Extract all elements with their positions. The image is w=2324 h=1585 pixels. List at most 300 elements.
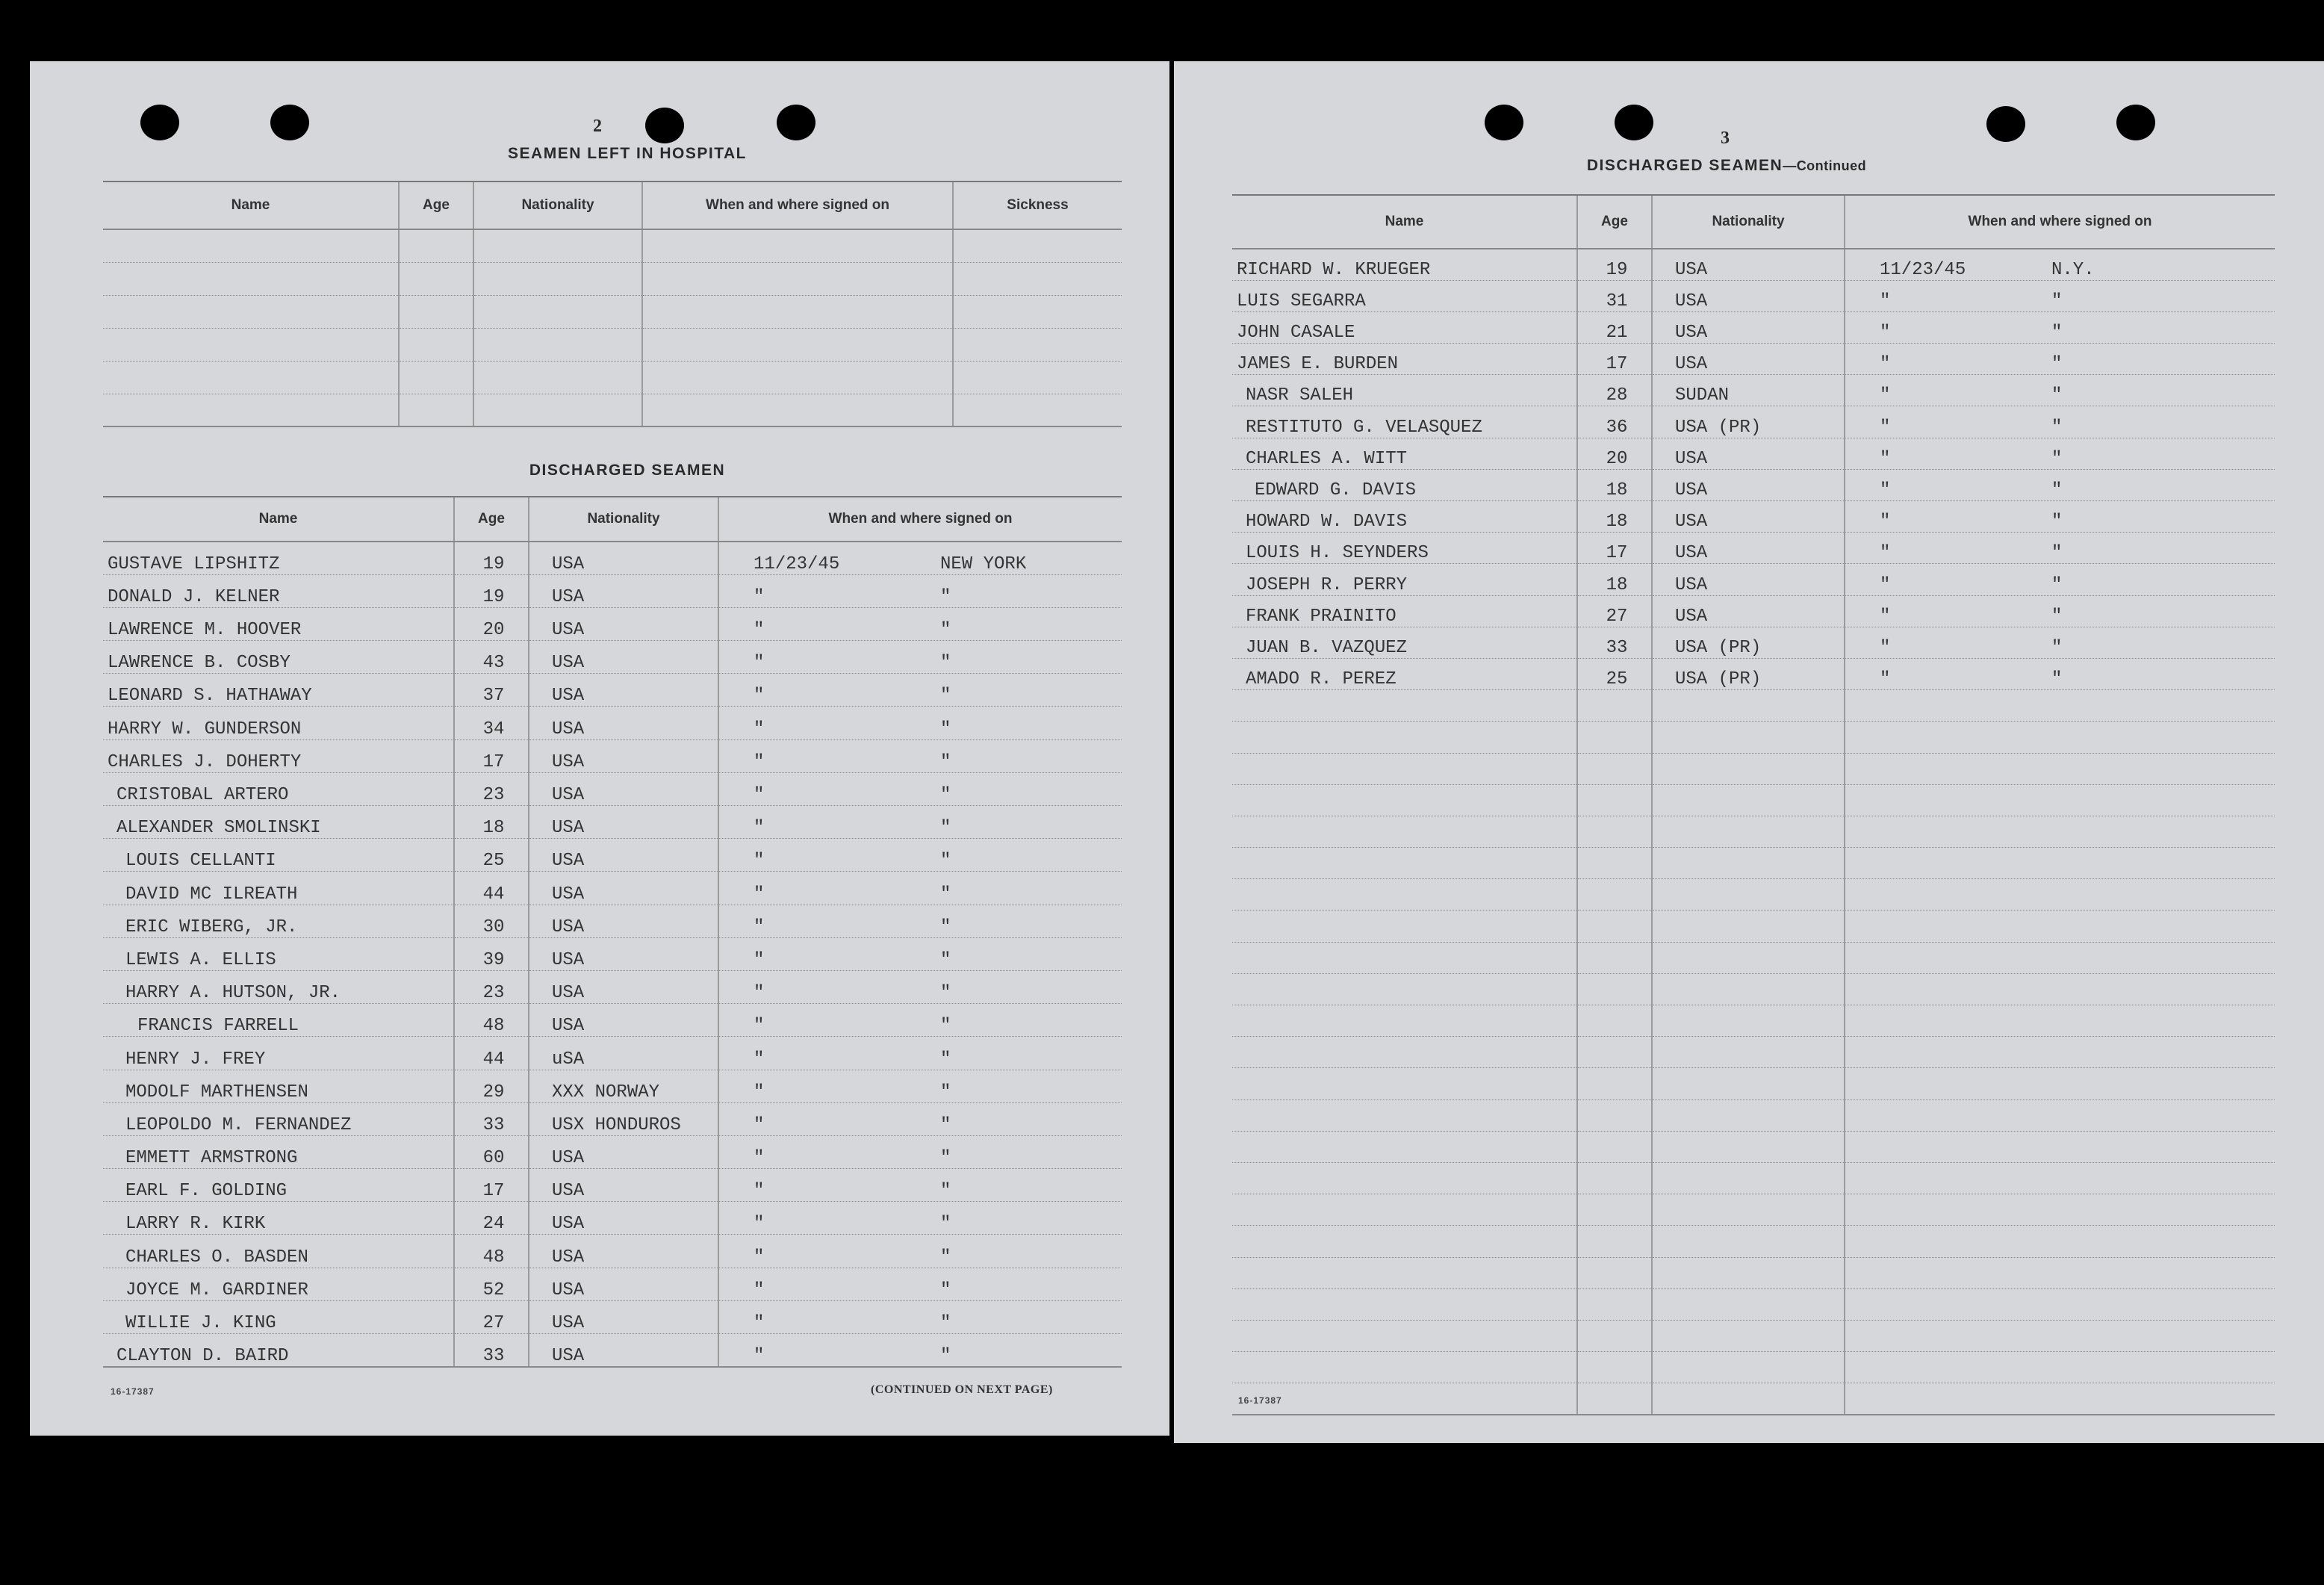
name-cell bbox=[103, 394, 399, 427]
section-title-text: DISCHARGED SEAMEN bbox=[1586, 157, 1783, 174]
seaman-age: 37 bbox=[454, 674, 529, 707]
seaman-age bbox=[1577, 784, 1652, 816]
signed-on-date: 11/23/45 bbox=[754, 553, 840, 574]
signed-on-date: " bbox=[754, 1049, 765, 1070]
table-row bbox=[1232, 1257, 2275, 1288]
seaman-name bbox=[1232, 753, 1577, 784]
seaman-age bbox=[1577, 1162, 1652, 1194]
table-row bbox=[103, 970, 1122, 1003]
seaman-nationality: XXX NORWAY bbox=[529, 1070, 718, 1102]
seaman-name: JAMES E. BURDEN bbox=[1232, 344, 1577, 375]
signed-on-cell bbox=[718, 542, 1122, 574]
seaman-age bbox=[1577, 1352, 1652, 1383]
table-row bbox=[1232, 1226, 2275, 1257]
binder-hole bbox=[2116, 105, 2155, 140]
signed-on-date: 11/23/45 bbox=[1880, 259, 1966, 280]
seaman-nationality: USA bbox=[1652, 533, 1845, 564]
signed-on-place: " bbox=[2051, 385, 2063, 406]
seaman-nationality: USA bbox=[529, 607, 718, 640]
seaman-age: 34 bbox=[454, 707, 529, 739]
signed-on-place: " bbox=[940, 1247, 951, 1268]
sickness-cell bbox=[953, 394, 1122, 427]
sickness-cell bbox=[953, 295, 1122, 328]
signed-on-cell bbox=[1845, 1257, 2275, 1288]
signed-on-cell bbox=[718, 905, 1122, 937]
discharged-section-title: DISCHARGED SEAMEN bbox=[529, 462, 726, 479]
seaman-name: LOUIS CELLANTI bbox=[103, 839, 454, 872]
seaman-age bbox=[1577, 1099, 1652, 1131]
seaman-age bbox=[1577, 1320, 1652, 1351]
seaman-nationality: USA bbox=[1652, 344, 1845, 375]
seaman-name: JOYCE M. GARDINER bbox=[103, 1268, 454, 1300]
seaman-nationality: USA bbox=[529, 970, 718, 1003]
seaman-nationality: USX HONDUROS bbox=[529, 1102, 718, 1135]
signed-on-date: " bbox=[754, 586, 765, 607]
hospital-section-title: SEAMEN LEFT IN HOSPITAL bbox=[508, 145, 747, 162]
seaman-nationality bbox=[1652, 784, 1845, 816]
signed-on-place: " bbox=[940, 1114, 951, 1135]
seaman-nationality bbox=[1652, 1099, 1845, 1131]
seaman-age bbox=[1577, 1288, 1652, 1320]
seaman-nationality bbox=[1652, 1131, 1845, 1162]
seaman-nationality: USA bbox=[1652, 595, 1845, 627]
signed-on-date: " bbox=[1880, 448, 1891, 469]
signed-on-date: " bbox=[754, 1214, 765, 1235]
seaman-name bbox=[1232, 1131, 1577, 1162]
signed-on-place: " bbox=[2051, 512, 2063, 533]
nationality-cell bbox=[473, 361, 642, 394]
table-row bbox=[103, 1102, 1122, 1135]
column-header-age: Age bbox=[1577, 195, 1652, 249]
table-row bbox=[1232, 1037, 2275, 1068]
signed-on-cell bbox=[718, 674, 1122, 707]
discharged-continued-title bbox=[1503, 157, 1951, 175]
signed-on-place: " bbox=[940, 1049, 951, 1070]
signed-on-place: " bbox=[940, 719, 951, 739]
name-cell bbox=[103, 361, 399, 394]
seaman-name bbox=[1232, 1352, 1577, 1383]
signed-on-cell bbox=[1845, 973, 2275, 1005]
signed-on-cell bbox=[718, 641, 1122, 674]
signed-on-cell bbox=[1845, 942, 2275, 973]
seaman-name bbox=[1232, 1288, 1577, 1320]
signed-on-cell bbox=[1845, 784, 2275, 816]
seaman-nationality bbox=[1652, 1068, 1845, 1099]
seaman-nationality: USA bbox=[529, 1334, 718, 1367]
seaman-age: 44 bbox=[454, 1037, 529, 1070]
seaman-name: HARRY W. GUNDERSON bbox=[103, 707, 454, 739]
signed-on-cell bbox=[642, 328, 953, 361]
seaman-nationality bbox=[1652, 1037, 1845, 1068]
signed-on-cell bbox=[718, 1135, 1122, 1168]
seaman-nationality: USA bbox=[1652, 249, 1845, 280]
signed-on-cell bbox=[1845, 280, 2275, 311]
seaman-age bbox=[1577, 1226, 1652, 1257]
sickness-cell bbox=[953, 361, 1122, 394]
table-row bbox=[1232, 1352, 2275, 1383]
signed-on-place: " bbox=[2051, 354, 2063, 375]
seaman-nationality: USA bbox=[1652, 311, 1845, 343]
seaman-name: LEONARD S. HATHAWAY bbox=[103, 674, 454, 707]
section-title-suffix: —Continued bbox=[1783, 158, 1867, 173]
binder-hole bbox=[645, 108, 684, 143]
table-row bbox=[1232, 1320, 2275, 1351]
table-row bbox=[1232, 942, 2275, 973]
signed-on-place: " bbox=[940, 586, 951, 607]
table-row bbox=[103, 1334, 1122, 1367]
seaman-age: 39 bbox=[454, 937, 529, 970]
signed-on-place: " bbox=[940, 1214, 951, 1235]
sickness-cell bbox=[953, 262, 1122, 295]
column-header-age: Age bbox=[454, 497, 529, 542]
signed-on-date: " bbox=[754, 653, 765, 674]
seaman-name: WILLIE J. KING bbox=[103, 1300, 454, 1333]
signed-on-date: " bbox=[754, 620, 765, 641]
seaman-name: FRANCIS FARRELL bbox=[103, 1004, 454, 1037]
seaman-nationality: SUDAN bbox=[1652, 375, 1845, 406]
seaman-age: 20 bbox=[454, 607, 529, 640]
signed-on-date: " bbox=[754, 1313, 765, 1333]
age-cell bbox=[399, 229, 473, 262]
signed-on-cell bbox=[1845, 564, 2275, 595]
signed-on-cell bbox=[718, 1004, 1122, 1037]
seaman-name bbox=[1232, 816, 1577, 847]
table-row bbox=[1232, 1099, 2275, 1131]
seaman-nationality: USA (PR) bbox=[1652, 658, 1845, 689]
column-header-sickness: Sickness bbox=[953, 182, 1122, 229]
signed-on-place: " bbox=[940, 1345, 951, 1366]
signed-on-cell bbox=[1845, 1226, 2275, 1257]
table-row bbox=[1232, 595, 2275, 627]
nationality-cell bbox=[473, 295, 642, 328]
seaman-age: 17 bbox=[454, 739, 529, 772]
seaman-nationality bbox=[1652, 942, 1845, 973]
signed-on-place: " bbox=[940, 686, 951, 707]
signed-on-cell bbox=[1845, 1068, 2275, 1099]
table-row bbox=[1232, 753, 2275, 784]
seaman-nationality: USA bbox=[529, 1004, 718, 1037]
signed-on-cell bbox=[1845, 879, 2275, 911]
signed-on-cell bbox=[718, 970, 1122, 1003]
binder-hole bbox=[777, 105, 815, 140]
age-cell bbox=[399, 361, 473, 394]
seaman-name: LEOPOLDO M. FERNANDEZ bbox=[103, 1102, 454, 1135]
seaman-name bbox=[1232, 1005, 1577, 1037]
table-row bbox=[1232, 1383, 2275, 1415]
discharged-seamen-table bbox=[103, 496, 1122, 1368]
age-cell bbox=[399, 394, 473, 427]
signed-on-cell bbox=[642, 394, 953, 427]
table-row bbox=[103, 872, 1122, 905]
signed-on-place: " bbox=[940, 818, 951, 839]
seaman-age: 48 bbox=[454, 1004, 529, 1037]
signed-on-cell bbox=[718, 1268, 1122, 1300]
signed-on-place: " bbox=[2051, 669, 2063, 690]
signed-on-cell bbox=[718, 1102, 1122, 1135]
seaman-nationality bbox=[1652, 1194, 1845, 1226]
signed-on-place: " bbox=[940, 916, 951, 937]
continued-note: (CONTINUED ON NEXT PAGE) bbox=[871, 1383, 1053, 1396]
table-row bbox=[103, 574, 1122, 607]
seaman-nationality bbox=[1652, 1288, 1845, 1320]
signed-on-place: " bbox=[2051, 323, 2063, 344]
table-row bbox=[1232, 501, 2275, 533]
column-header-nationality: Nationality bbox=[529, 497, 718, 542]
signed-on-date: " bbox=[1880, 669, 1891, 690]
signed-on-date: " bbox=[754, 818, 765, 839]
seaman-name bbox=[1232, 879, 1577, 911]
seaman-nationality: USA bbox=[529, 707, 718, 739]
seaman-age: 25 bbox=[454, 839, 529, 872]
seaman-nationality bbox=[1652, 879, 1845, 911]
table-row bbox=[103, 739, 1122, 772]
table-row bbox=[1232, 375, 2275, 406]
signed-on-cell bbox=[1845, 1162, 2275, 1194]
seaman-name: DONALD J. KELNER bbox=[103, 574, 454, 607]
seaman-nationality: USA bbox=[1652, 438, 1845, 469]
left-page bbox=[30, 61, 1169, 1436]
signed-on-cell bbox=[1845, 501, 2275, 533]
seaman-age: 24 bbox=[454, 1202, 529, 1235]
seaman-age bbox=[1577, 816, 1652, 847]
table-row bbox=[1232, 1068, 2275, 1099]
seaman-age: 27 bbox=[1577, 595, 1652, 627]
seaman-nationality: USA bbox=[529, 937, 718, 970]
seaman-age: 33 bbox=[454, 1334, 529, 1367]
table-row bbox=[1232, 879, 2275, 911]
signed-on-place: " bbox=[940, 983, 951, 1004]
seaman-name: EDWARD G. DAVIS bbox=[1232, 469, 1577, 500]
binder-hole bbox=[1986, 106, 2025, 142]
column-header-signed-on: When and where signed on bbox=[1845, 195, 2275, 249]
signed-on-date: " bbox=[754, 1148, 765, 1169]
signed-on-place: " bbox=[940, 851, 951, 872]
table-row bbox=[103, 1300, 1122, 1333]
table-row bbox=[1232, 722, 2275, 753]
seaman-nationality bbox=[1652, 690, 1845, 722]
table-row bbox=[103, 674, 1122, 707]
table-row bbox=[103, 839, 1122, 872]
table-row bbox=[1232, 311, 2275, 343]
seaman-nationality bbox=[1652, 1005, 1845, 1037]
signed-on-date: " bbox=[1880, 480, 1891, 500]
table-row bbox=[1232, 1288, 2275, 1320]
signed-on-place: N.Y. bbox=[2051, 259, 2095, 280]
signed-on-place: " bbox=[940, 884, 951, 905]
seaman-age bbox=[1577, 753, 1652, 784]
binder-hole bbox=[140, 105, 179, 140]
table-row bbox=[1232, 564, 2275, 595]
seaman-nationality: USA bbox=[529, 772, 718, 805]
signed-on-cell bbox=[1845, 1288, 2275, 1320]
table-row bbox=[103, 295, 1122, 328]
binder-hole bbox=[1485, 105, 1523, 140]
table-row bbox=[1232, 627, 2275, 658]
seaman-age bbox=[1577, 1037, 1652, 1068]
signed-on-date: " bbox=[1880, 543, 1891, 564]
signed-on-cell bbox=[1845, 658, 2275, 689]
seaman-age: 27 bbox=[454, 1300, 529, 1333]
signed-on-place: " bbox=[2051, 543, 2063, 564]
seaman-age: 60 bbox=[454, 1135, 529, 1168]
signed-on-place: " bbox=[940, 620, 951, 641]
seaman-age: 28 bbox=[1577, 375, 1652, 406]
signed-on-date: " bbox=[754, 1114, 765, 1135]
seaman-name bbox=[1232, 911, 1577, 942]
signed-on-cell bbox=[718, 607, 1122, 640]
signed-on-place: " bbox=[2051, 606, 2063, 627]
seaman-nationality: USA (PR) bbox=[1652, 406, 1845, 438]
seaman-nationality: USA bbox=[1652, 280, 1845, 311]
signed-on-date: " bbox=[754, 719, 765, 739]
seaman-name: LEWIS A. ELLIS bbox=[103, 937, 454, 970]
seaman-nationality: USA bbox=[529, 739, 718, 772]
signed-on-cell bbox=[718, 806, 1122, 839]
signed-on-cell bbox=[1845, 690, 2275, 722]
signed-on-cell bbox=[1845, 1099, 2275, 1131]
signed-on-place: " bbox=[940, 1280, 951, 1300]
column-header-name: Name bbox=[103, 182, 399, 229]
table-row bbox=[103, 1169, 1122, 1202]
seaman-age bbox=[1577, 973, 1652, 1005]
table-row bbox=[103, 1268, 1122, 1300]
signed-on-cell bbox=[642, 361, 953, 394]
signed-on-place: " bbox=[2051, 448, 2063, 469]
seaman-nationality: USA bbox=[1652, 501, 1845, 533]
signed-on-cell bbox=[642, 229, 953, 262]
signed-on-place: " bbox=[2051, 291, 2063, 311]
seaman-age: 19 bbox=[454, 574, 529, 607]
seaman-nationality bbox=[1652, 1162, 1845, 1194]
table-row bbox=[1232, 816, 2275, 847]
seaman-age: 43 bbox=[454, 641, 529, 674]
seaman-name bbox=[1232, 1383, 1577, 1415]
signed-on-place: " bbox=[940, 653, 951, 674]
signed-on-place: " bbox=[2051, 480, 2063, 500]
table-row bbox=[103, 1135, 1122, 1168]
table-row bbox=[103, 229, 1122, 262]
seaman-age bbox=[1577, 1005, 1652, 1037]
signed-on-cell bbox=[1845, 469, 2275, 500]
seaman-name: LUIS SEGARRA bbox=[1232, 280, 1577, 311]
signed-on-cell bbox=[718, 872, 1122, 905]
page-number: 2 bbox=[593, 117, 602, 136]
signed-on-cell bbox=[718, 1334, 1122, 1367]
table-row bbox=[103, 772, 1122, 805]
seaman-name: DAVID MC ILREATH bbox=[103, 872, 454, 905]
table-row bbox=[103, 806, 1122, 839]
table-row bbox=[1232, 438, 2275, 469]
signed-on-cell bbox=[1845, 438, 2275, 469]
seaman-nationality bbox=[1652, 848, 1845, 879]
table-row bbox=[103, 262, 1122, 295]
column-header-signed-on: When and where signed on bbox=[718, 497, 1122, 542]
signed-on-date: " bbox=[1880, 385, 1891, 406]
signed-on-cell bbox=[718, 1235, 1122, 1268]
seaman-nationality: USA bbox=[529, 839, 718, 872]
seaman-name bbox=[1232, 1099, 1577, 1131]
seaman-age: 18 bbox=[1577, 469, 1652, 500]
seaman-nationality: USA bbox=[1652, 564, 1845, 595]
table-row bbox=[1232, 1131, 2275, 1162]
signed-on-date: " bbox=[754, 884, 765, 905]
seaman-name bbox=[1232, 1226, 1577, 1257]
seaman-age bbox=[1577, 911, 1652, 942]
signed-on-date: " bbox=[1880, 291, 1891, 311]
seaman-name: LAWRENCE M. HOOVER bbox=[103, 607, 454, 640]
signed-on-place: " bbox=[2051, 417, 2063, 438]
seaman-nationality: USA bbox=[529, 674, 718, 707]
seaman-age bbox=[1577, 879, 1652, 911]
seaman-name: HOWARD W. DAVIS bbox=[1232, 501, 1577, 533]
binder-hole bbox=[1615, 105, 1653, 140]
discharged-seamen-continued-table bbox=[1232, 194, 2275, 1415]
table-row bbox=[103, 1070, 1122, 1102]
signed-on-cell bbox=[1845, 1320, 2275, 1351]
seaman-nationality: USA bbox=[529, 542, 718, 574]
signed-on-date: " bbox=[754, 983, 765, 1004]
seaman-age: 36 bbox=[1577, 406, 1652, 438]
form-code: 16-17387 bbox=[111, 1386, 155, 1397]
column-header-nationality: Nationality bbox=[1652, 195, 1845, 249]
seaman-nationality bbox=[1652, 1226, 1845, 1257]
seaman-name: RICHARD W. KRUEGER bbox=[1232, 249, 1577, 280]
seaman-age: 23 bbox=[454, 970, 529, 1003]
seaman-age bbox=[1577, 1131, 1652, 1162]
seaman-nationality bbox=[1652, 1320, 1845, 1351]
column-header-age: Age bbox=[399, 182, 473, 229]
seaman-name bbox=[1232, 973, 1577, 1005]
binder-hole bbox=[270, 105, 309, 140]
nationality-cell bbox=[473, 328, 642, 361]
signed-on-cell bbox=[1845, 753, 2275, 784]
seaman-name: LARRY R. KIRK bbox=[103, 1202, 454, 1235]
signed-on-cell bbox=[718, 1300, 1122, 1333]
seaman-nationality: USA bbox=[529, 806, 718, 839]
name-cell bbox=[103, 328, 399, 361]
signed-on-cell bbox=[718, 574, 1122, 607]
signed-on-date: " bbox=[754, 686, 765, 707]
seaman-nationality: USA bbox=[529, 1235, 718, 1268]
signed-on-place: " bbox=[940, 1313, 951, 1333]
seaman-age bbox=[1577, 690, 1652, 722]
seaman-name: CLAYTON D. BAIRD bbox=[103, 1334, 454, 1367]
signed-on-date: " bbox=[1880, 574, 1891, 595]
seaman-nationality: USA bbox=[1652, 469, 1845, 500]
table-row bbox=[1232, 1005, 2275, 1037]
table-row bbox=[103, 361, 1122, 394]
seaman-age: 23 bbox=[454, 772, 529, 805]
signed-on-cell bbox=[718, 839, 1122, 872]
signed-on-place: " bbox=[940, 1181, 951, 1202]
seaman-age bbox=[1577, 722, 1652, 753]
table-row bbox=[103, 641, 1122, 674]
signed-on-place: " bbox=[940, 949, 951, 970]
seaman-name bbox=[1232, 690, 1577, 722]
seaman-nationality bbox=[1652, 1352, 1845, 1383]
name-cell bbox=[103, 262, 399, 295]
seaman-age: 19 bbox=[454, 542, 529, 574]
seaman-name: CHARLES J. DOHERTY bbox=[103, 739, 454, 772]
seaman-nationality: uSA bbox=[529, 1037, 718, 1070]
hospital-table bbox=[103, 181, 1122, 427]
seaman-age: 17 bbox=[1577, 533, 1652, 564]
table-row bbox=[1232, 280, 2275, 311]
seaman-age bbox=[1577, 1068, 1652, 1099]
seaman-name: JOHN CASALE bbox=[1232, 311, 1577, 343]
seaman-name bbox=[1232, 942, 1577, 973]
seaman-name: EMMETT ARMSTRONG bbox=[103, 1135, 454, 1168]
